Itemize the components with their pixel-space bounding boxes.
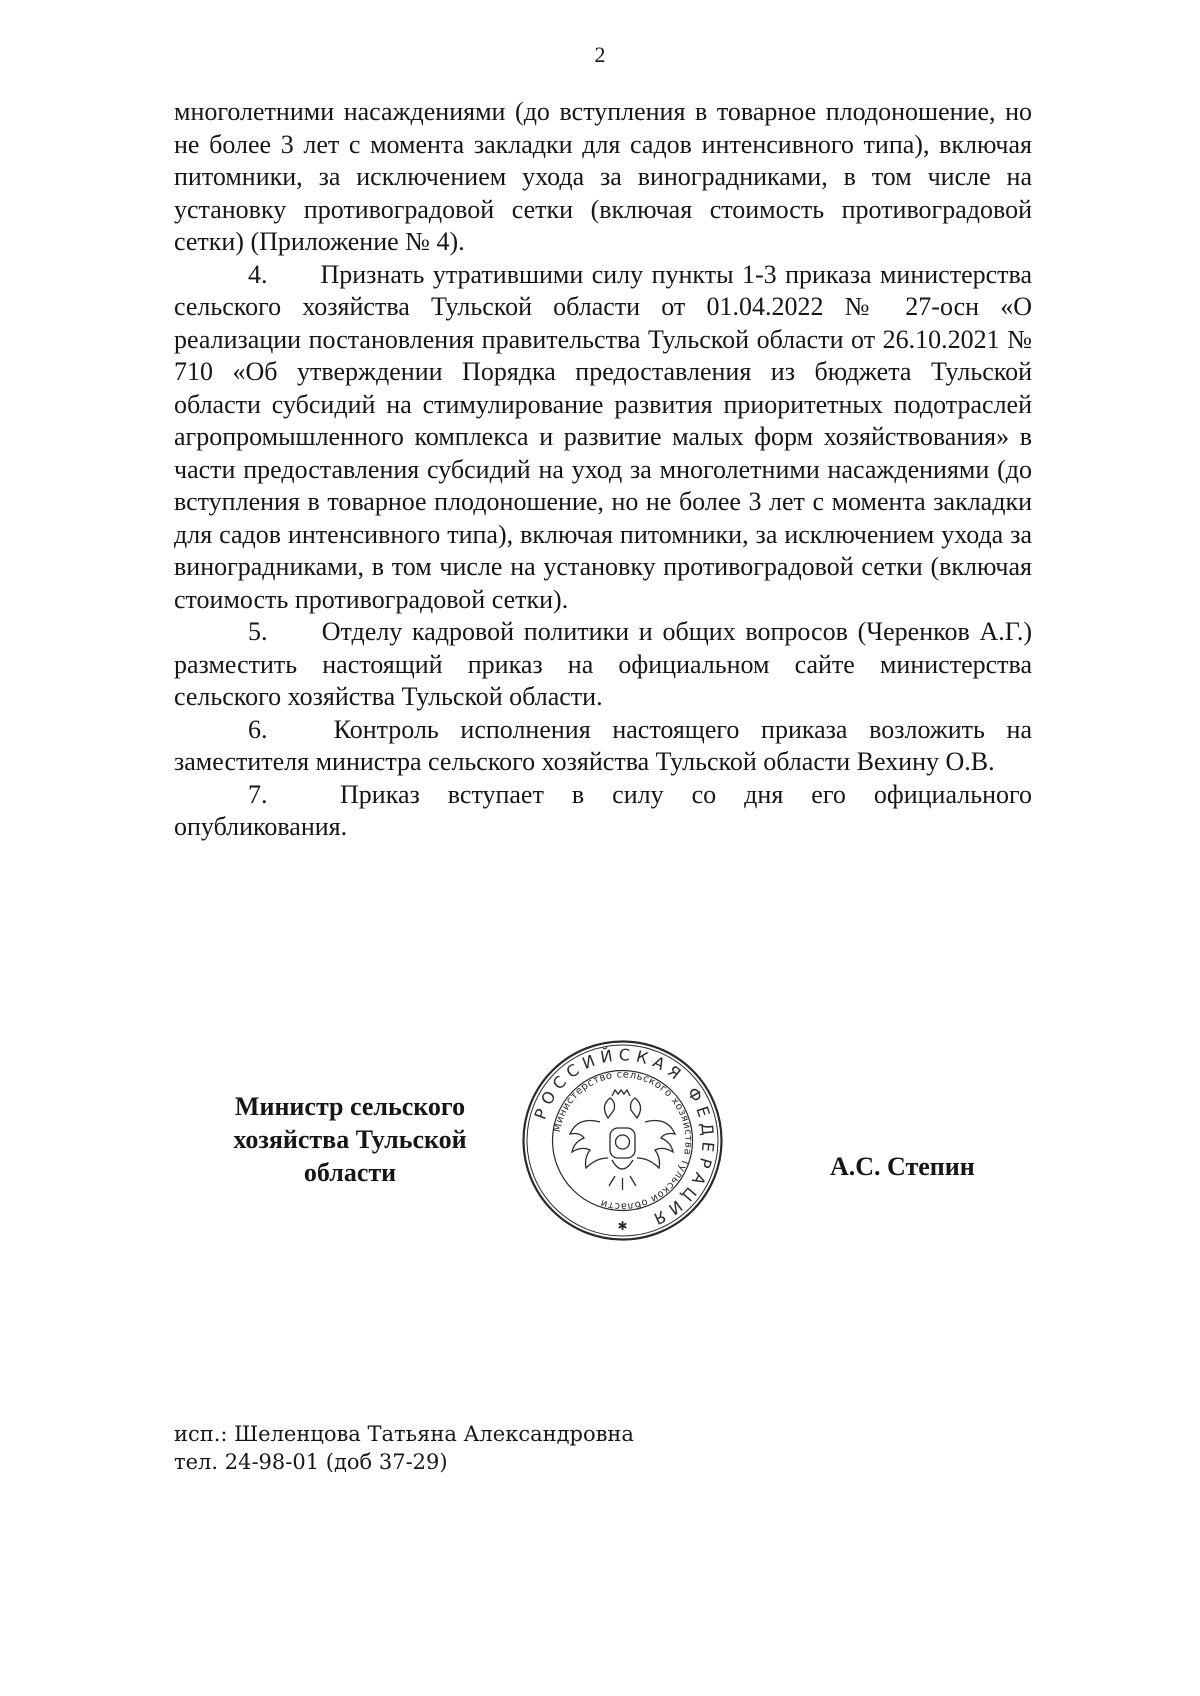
official-seal-stamp — [520, 1038, 725, 1243]
item-text: Приказ вступает в силу со дня его официального опубликования. — [174, 779, 1032, 841]
seal-outer-text: РОССИЙСКАЯ ФЕДЕРАЦИЯ — [530, 1045, 718, 1231]
list-item — [174, 616, 1032, 714]
signatory-title-line: хозяйства Тульской — [233, 1125, 467, 1154]
signatory-title-line: области — [303, 1158, 397, 1187]
item-number: 7. — [248, 779, 268, 809]
list-item — [174, 259, 1032, 617]
signatory-title-line: Министр сельского — [234, 1092, 466, 1121]
seal-inner-text: Министерство сельского хозяйства Тульской области — [551, 1069, 694, 1212]
item-text: Признать утратившими силу пункты 1-3 приказа министерства сельского хозяйства Тульской области от 01.04.2022 № 27-осн «О реализации постановления правительства Тульской области от 26.10.2021 № 710 «Об утверждении Порядка предоставления из бюджета Тульской области субсидий на стимулирование развития приоритетных подотраслей агропромышленного комплекса и развитие малых форм хозяйствования» в части предоставления субсидий на уход за многолетними насаждениями (до вступления в товарное плодоношение, но не более 3 лет с момента закладки для садов интенсивного типа), включая питомники, за исключением ухода за виноградниками, в том числе на установку противоградовой сетки (включая стоимость противоградовой сетки). — [174, 259, 1032, 614]
signatory-title — [210, 1090, 490, 1189]
executor-phone: тел. 24-98-01 (доб 37-29) — [174, 1450, 448, 1474]
item-text: Отделу кадровой политики и общих вопросов (Черенков А.Г.) разместить настоящий приказ на официальном сайте министерства сельского хозяйства Тульской области. — [174, 617, 1032, 711]
continued-paragraph: многолетними насаждениями (до вступления в товарное плодоношение, но не более 3 лет с момента закладки для садов интенсивного типа), включая питомники, за исключением ухода за виноградниками, в том числе на установку противоградовой сетки (включая стоимость противоградовой сетки) (Приложение № 4). — [174, 97, 1032, 256]
list-item — [174, 714, 1032, 779]
page-number: 2 — [594, 42, 606, 67]
list-item — [174, 779, 1032, 844]
svg-text:✱: ✱ — [617, 1219, 628, 1233]
item-text: Контроль исполнения настоящего приказа возложить на заместителя министра сельского хозяйства Тульской области Вехину О.В. — [174, 714, 1033, 776]
item-number: 6. — [248, 714, 268, 744]
executor-info — [174, 1420, 634, 1476]
eagle-emblem-icon — [570, 1090, 675, 1190]
executor-name: исп.: Шеленцова Татьяна Александровна — [174, 1422, 634, 1446]
signatory-name: А.С. Степин — [830, 1152, 975, 1181]
document-body — [174, 96, 1032, 844]
item-number: 4. — [248, 259, 268, 289]
item-number: 5. — [248, 617, 268, 646]
